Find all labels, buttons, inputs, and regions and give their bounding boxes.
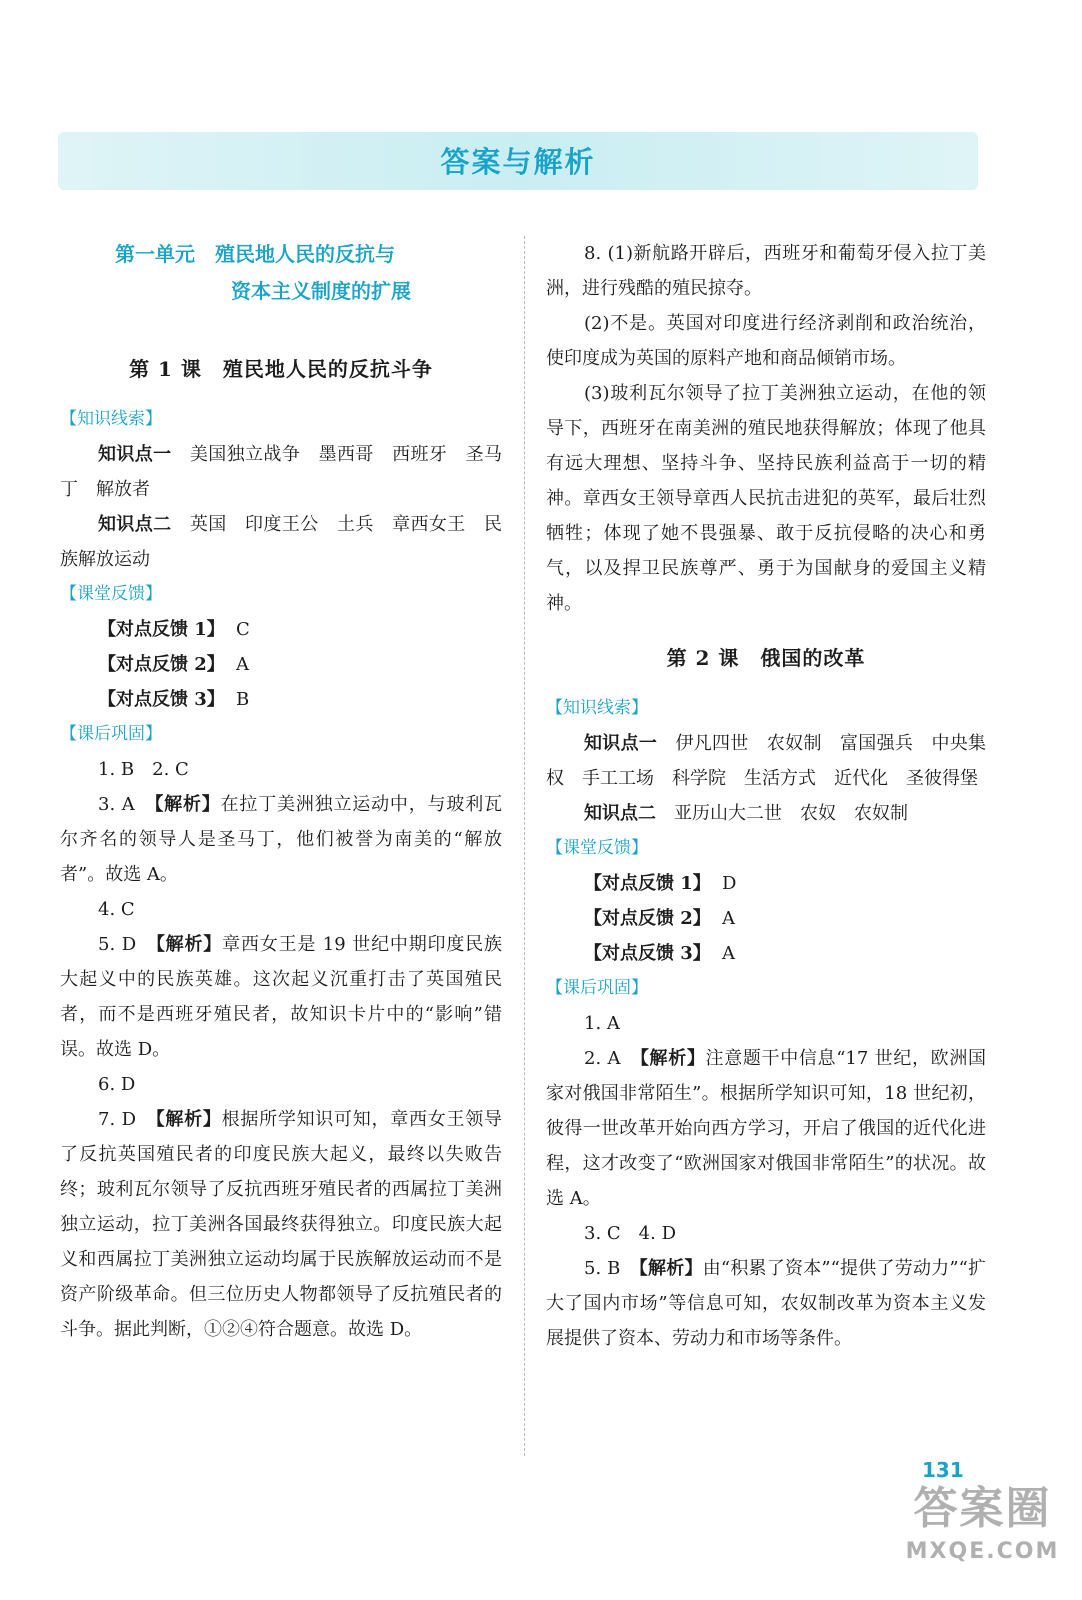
feedback-answer: A xyxy=(236,654,249,675)
section-feedback: 【课堂反馈】 xyxy=(546,838,648,858)
knowledge-point-1 xyxy=(546,726,986,796)
feedback-answer: C xyxy=(236,619,250,640)
kp2-text: 英国 印度王公 土兵 章西女王 民族解放运动 xyxy=(60,514,503,570)
page-title: 答案与解析 xyxy=(440,145,596,179)
kp1-label: 知识点一 xyxy=(584,733,658,754)
analysis-tag: 【解析】 xyxy=(154,794,221,815)
page-number: 131 xyxy=(922,1458,964,1482)
feedback-item xyxy=(546,866,986,901)
feedback-answer: A xyxy=(722,908,735,929)
feedback-label: 【对点反馈 2】 xyxy=(98,654,225,675)
answer-number: 7. D xyxy=(98,1109,156,1130)
watermark-text: 答案圈 xyxy=(913,1483,1052,1534)
analysis-tag: 【解析】 xyxy=(639,1048,706,1069)
analysis-text: 章西女王是 19 世纪中期印度民族大起义中的民族英雄。这次起义沉重打击了英国殖民者，而不是西班牙殖民者，故知识卡片中的“影响”错误。故选 D。 xyxy=(60,934,503,1060)
answer-number: 5. B xyxy=(584,1258,639,1279)
title-banner xyxy=(58,132,978,190)
answer-8-1: 8. (1)新航路开辟后，西班牙和葡萄牙侵入拉丁美洲，进行残酷的殖民掠夺。 xyxy=(546,243,986,299)
answer-8-3: (3)玻利瓦尔领导了拉丁美洲独立运动，在他的领导下，西班牙在南美洲的殖民地获得解放；体现了他具有远大理想、坚持斗争、坚持民族利益高于一切的精神。章西女王领导章西人民抗击进犯的英军，最后壮烈牺牲；体现了她不畏强暴、敢于反抗侵略的决心和勇气，以及捍卫民族尊严、勇于为国献身的爱国主义精神。 xyxy=(546,383,986,614)
kp2-label: 知识点二 xyxy=(584,803,656,824)
kp2-label: 知识点二 xyxy=(98,514,172,535)
answer-3-4: 3. C 4. D xyxy=(584,1223,676,1244)
feedback-item xyxy=(546,901,986,936)
feedback-item xyxy=(60,612,502,647)
section-after-class: 【课后巩固】 xyxy=(60,724,162,744)
kp2-text: 亚历山大二世 农奴 农奴制 xyxy=(656,803,908,824)
analysis-text: 根据所学知识可知，章西女王领导了反抗英国殖民者的印度民族大起义，最终以失败告终；玻利瓦尔领导了反抗西班牙殖民者的西属拉丁美洲独立运动，拉丁美洲各国最终获得独立。印度民族大起义和西属拉丁美洲独立运动均属于民族解放运动而不是资产阶级革命。但三位历史人物都领导了反抗殖民者的斗争。据此判断，①②④符合题意。故选 D。 xyxy=(60,1109,503,1340)
unit-title-line-2: 资本主义制度的扩展 xyxy=(231,279,411,303)
feedback-label: 【对点反馈 1】 xyxy=(98,619,225,640)
feedback-label: 【对点反馈 2】 xyxy=(584,908,711,929)
section-after-class: 【课后巩固】 xyxy=(546,978,648,998)
unit-title xyxy=(115,236,502,310)
feedback-answer: A xyxy=(722,943,735,964)
analysis-tag: 【解析】 xyxy=(155,1109,222,1130)
answer-3 xyxy=(60,787,502,892)
answer-1-2: 1. B 2. C xyxy=(98,759,189,780)
kp1-label: 知识点一 xyxy=(98,444,172,465)
answer-number: 3. A xyxy=(98,794,155,815)
analysis-tag: 【解析】 xyxy=(638,1258,703,1279)
feedback-label: 【对点反馈 3】 xyxy=(98,689,225,710)
answer-number: 2. A xyxy=(584,1048,640,1069)
knowledge-point-2 xyxy=(546,796,986,831)
section-feedback: 【课堂反馈】 xyxy=(60,584,162,604)
kp1-text: 伊凡四世 农奴制 富国强兵 中央集权 手工工场 科学院 生活方式 近代化 圣彼得堡 xyxy=(546,733,987,789)
unit-title-line-1: 第一单元 殖民地人民的反抗与 xyxy=(115,242,395,266)
section-knowledge: 【知识线索】 xyxy=(60,409,162,429)
watermark-url: MXQE.COM xyxy=(905,1539,1060,1564)
answer-5 xyxy=(60,927,502,1067)
answer-1: 1. A xyxy=(584,1013,620,1034)
left-column xyxy=(60,236,502,1347)
answer-2 xyxy=(546,1041,986,1216)
feedback-label: 【对点反馈 3】 xyxy=(584,943,711,964)
feedback-answer: D xyxy=(722,873,737,894)
lesson-2-title: 第 2 课 俄国的改革 xyxy=(666,646,866,670)
answer-number: 5. D xyxy=(98,934,156,955)
feedback-answer: B xyxy=(236,689,250,710)
answer-8-2: (2)不是。英国对印度进行经济剥削和政治统治，使印度成为英国的原料产地和商品倾销市场。 xyxy=(546,313,986,369)
right-column xyxy=(546,236,986,1356)
answer-6: 6. D xyxy=(98,1074,136,1095)
analysis-text: 由“积累了资本”“提供了劳动力”“扩大了国内市场”等信息可知，农奴制改革为资本主义发展提供了资本、劳动力和市场等条件。 xyxy=(546,1258,987,1349)
answer-7 xyxy=(60,1102,502,1347)
analysis-text: 在拉丁美洲独立运动中，与玻利瓦尔齐名的领导人是圣马丁，他们被誉为南美的“解放者”。故选 A。 xyxy=(60,794,503,885)
feedback-item xyxy=(546,936,986,971)
feedback-item xyxy=(60,647,502,682)
watermark xyxy=(895,1480,1070,1590)
column-divider xyxy=(524,236,525,1456)
analysis-text: 注意题干中信息“17 世纪，欧洲国家对俄国非常陌生”。根据所学知识可知，18 世纪初，彼得一世改革开始向西方学习，开启了俄国的近代化进程，这才改变了“欧洲国家对俄国非常陌生”的状况。故选 A。 xyxy=(546,1048,986,1209)
kp1-text: 美国独立战争 墨西哥 西班牙 圣马丁 解放者 xyxy=(60,444,503,500)
analysis-tag: 【解析】 xyxy=(155,934,223,955)
answer-5 xyxy=(546,1251,986,1356)
section-knowledge: 【知识线索】 xyxy=(546,698,648,718)
knowledge-point-1 xyxy=(60,437,502,507)
lesson-1-title: 第 1 课 殖民地人民的反抗斗争 xyxy=(129,357,433,381)
feedback-label: 【对点反馈 1】 xyxy=(584,873,711,894)
answer-4: 4. C xyxy=(98,899,135,920)
knowledge-point-2 xyxy=(60,507,502,577)
feedback-item xyxy=(60,682,502,717)
